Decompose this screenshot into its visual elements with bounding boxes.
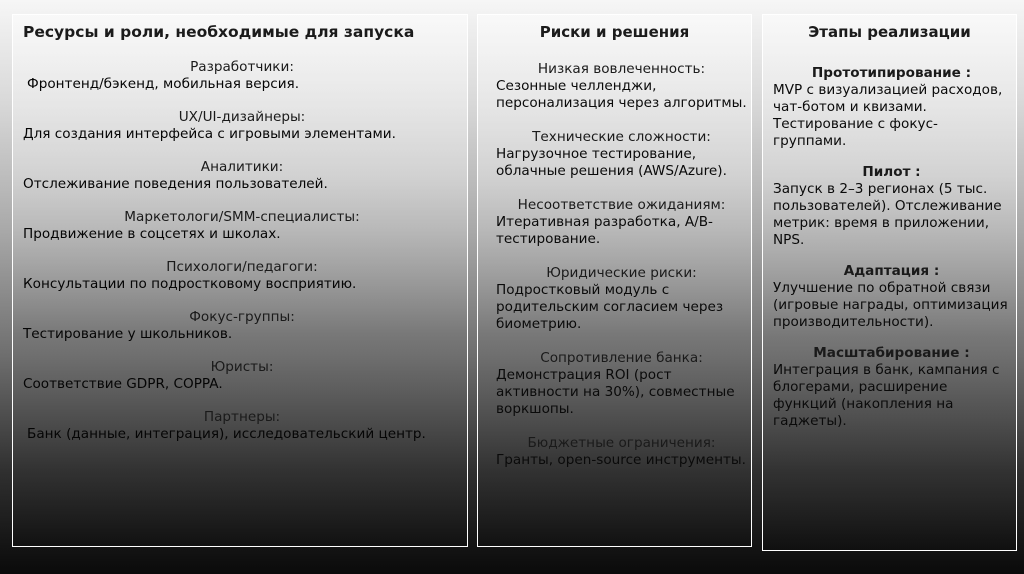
- risk-item-body: Итеративная разработка, A/B-тестирование.: [496, 214, 713, 247]
- resource-item-title: Разработчики:: [190, 59, 294, 75]
- risk-item-body: Нагрузочное тестирование, облачные решения (AWS/Azure).: [496, 146, 727, 179]
- stage-item-title: Прототипирование :: [811, 65, 972, 81]
- stage-item-body: MVP с визуализацией расходов, чат-ботом и квизами. Тестирование с фокус-группами.: [773, 82, 1003, 149]
- risk-item-title: Технические сложности:: [532, 129, 711, 145]
- stages-panel: [762, 14, 1017, 551]
- risk-item-title: Юридические риски:: [546, 265, 697, 281]
- stage-item: [773, 345, 1010, 430]
- resource-item-body: Соответствие GDPR, COPPA.: [23, 376, 223, 392]
- resource-item-body: Консультации по подростковому восприятию.: [23, 276, 357, 292]
- risk-item-title: Низкая вовлеченность:: [537, 61, 706, 77]
- stage-item-title: Масштабирование :: [813, 345, 970, 361]
- stage-item: [773, 263, 1010, 331]
- resource-item: [23, 309, 461, 343]
- stage-item-body: Запуск в 2–3 регионах (5 тыс. пользователей). Отслеживание метрик: время в приложении, NPS.: [773, 181, 1002, 248]
- risk-item: [496, 129, 747, 180]
- stage-item: [773, 65, 1010, 150]
- risk-item: [496, 435, 747, 469]
- risks-panel: [477, 14, 752, 547]
- resource-item: [23, 209, 461, 243]
- stages-title: Этапы реализации: [808, 23, 971, 41]
- resource-item: [23, 159, 461, 193]
- resource-item-title: UX/UI-дизайнеры:: [178, 109, 306, 125]
- resource-item-body: Отслеживание поведения пользователей.: [23, 176, 328, 192]
- risk-item-title: Несоответствие ожиданиям:: [517, 197, 726, 213]
- resources-title: Ресурсы и роли, необходимые для запуска: [23, 23, 415, 41]
- resource-item-title: Маркетологи/SMM-специалисты:: [124, 209, 360, 225]
- risks-title: Риски и решения: [539, 23, 690, 41]
- risk-item: [496, 61, 747, 112]
- resources-panel: [12, 14, 468, 547]
- risk-item-body: Сезонные челленджи, персонализация через алгоритмы.: [496, 78, 747, 111]
- stage-item-title: Адаптация :: [843, 263, 940, 279]
- risk-item-body: Демонстрация ROI (рост активности на 30%), совместные воркшопы.: [496, 367, 735, 417]
- resource-item-body: Тестирование у школьников.: [23, 326, 233, 342]
- risk-item: [496, 350, 747, 418]
- resource-item-body: Фронтенд/бэкенд, мобильная версия.: [27, 76, 300, 92]
- resource-item-title: Фокус-группы:: [189, 309, 295, 325]
- stage-item-body: Интеграция в банк, кампания с блогерами, расширение функций (накопления на гаджеты).: [773, 362, 1000, 429]
- resource-item: [23, 109, 461, 143]
- risk-item: [496, 197, 747, 248]
- resource-item-body: Для создания интерфейса с игровыми элементами.: [23, 126, 396, 142]
- risk-item: [496, 265, 747, 333]
- risk-item-title: Сопротивление банка:: [540, 350, 703, 366]
- resource-item: [23, 259, 461, 293]
- resource-item-title: Психологи/педагоги:: [166, 259, 318, 275]
- resource-item-title: Юристы:: [210, 359, 274, 375]
- risk-item-title: Бюджетные ограничения:: [527, 435, 716, 451]
- resource-item: [23, 359, 461, 393]
- risk-item-body: Подростковый модуль с родительским согласием через биометрию.: [496, 282, 724, 332]
- stages-list: [773, 65, 1010, 444]
- stage-item-title: Пилот :: [862, 164, 921, 180]
- resource-item: [23, 59, 461, 93]
- risk-item-body: Гранты, open-source инструменты.: [496, 452, 746, 468]
- resources-list: [23, 59, 461, 459]
- resource-item: [23, 409, 461, 443]
- stage-item: [773, 164, 1010, 249]
- stage-item-body: Улучшение по обратной связи (игровые награды, оптимизация производительности).: [773, 280, 1008, 330]
- resource-item-title: Партнеры:: [203, 409, 281, 425]
- resource-item-title: Аналитики:: [200, 159, 284, 175]
- resource-item-body: Продвижение в соцсетях и школах.: [23, 226, 281, 242]
- resource-item-body: Банк (данные, интеграция), исследовательский центр.: [27, 426, 426, 442]
- risks-list: [496, 61, 747, 486]
